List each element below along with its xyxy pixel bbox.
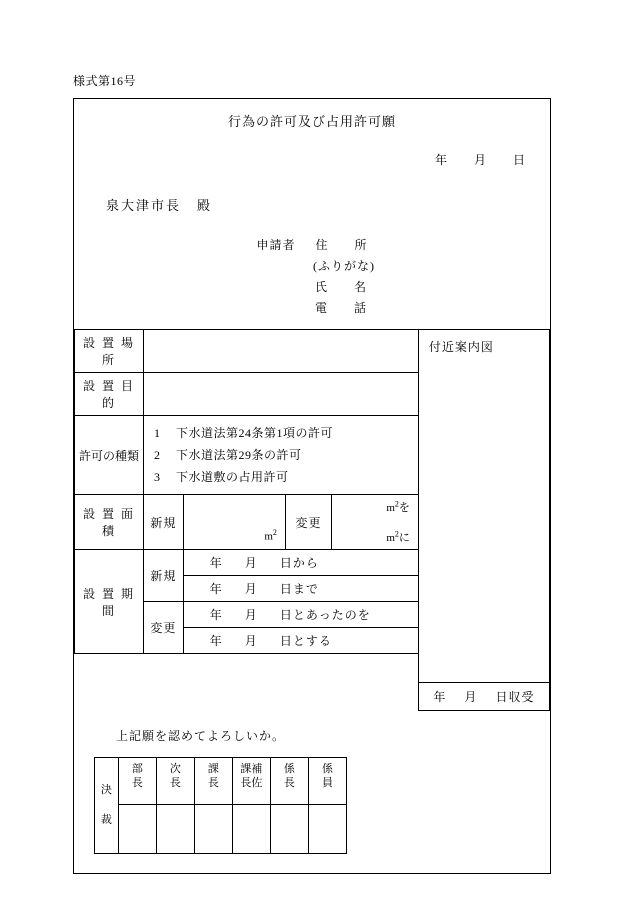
- approval-role-kacho: 課 長: [194, 757, 232, 804]
- period-change-from[interactable]: [183, 602, 418, 628]
- map-label: 付近案内図: [428, 340, 494, 354]
- area-new-label: 新規: [143, 495, 183, 550]
- receipt-date: [418, 682, 549, 710]
- approval-sign-kachohosa[interactable]: [232, 804, 270, 853]
- addressee: [106, 195, 212, 214]
- applicant-furigana-row: [74, 256, 550, 277]
- period-change-label: 変更: [143, 602, 183, 654]
- table-row: [75, 682, 550, 710]
- period-change-from-year: 年: [209, 608, 223, 622]
- approval-header-row: [95, 757, 347, 804]
- applicant-name-row: [74, 277, 550, 298]
- area-change-unit-to: $m^2$に: [386, 529, 410, 544]
- period-new-from-month: 月: [244, 556, 258, 570]
- permission-kind-options[interactable]: [143, 416, 418, 495]
- approval-role-jicho: 次 長: [156, 757, 194, 804]
- approval-role-kakaricho: 係 長: [270, 757, 308, 804]
- permission-option-3-text: 下水道敷の占用許可: [175, 470, 289, 484]
- table-row: [75, 330, 550, 373]
- form-number: 様式第16号: [73, 74, 137, 88]
- form-header: [74, 99, 550, 329]
- permission-option-3-num: 3: [153, 470, 161, 484]
- approval-sign-kakariin[interactable]: [308, 804, 346, 853]
- period-change-to-month: 月: [244, 634, 258, 648]
- approval-role-bucho: 部 長: [118, 757, 156, 804]
- approval-stamp-label-char2: 裁: [100, 813, 112, 826]
- permission-option-2[interactable]: [154, 444, 418, 466]
- period-change-to-day: 日とする: [279, 634, 332, 648]
- header-date-year: 年: [434, 153, 448, 167]
- area-change-value[interactable]: [332, 495, 419, 550]
- approval-signature-row: [95, 804, 347, 853]
- permission-option-1-text: 下水道法第24条第1項の許可: [175, 426, 333, 440]
- period-new-from-day: 日から: [279, 556, 319, 570]
- period-new-to-month: 月: [244, 582, 258, 596]
- receipt-month: 月: [464, 689, 478, 704]
- applicant-label: 申請者: [256, 238, 296, 252]
- header-date-month: 月: [473, 153, 487, 167]
- install-place-label: 設 置 場 所: [75, 330, 144, 373]
- applicant-address-label: 住 所: [315, 238, 368, 252]
- area-new-unit: $m^2$: [264, 528, 277, 543]
- period-new-to-day: 日まで: [279, 582, 319, 596]
- applicant-address-row: [74, 235, 550, 256]
- install-purpose-label: 設 置 目 的: [75, 373, 144, 416]
- period-new-from-year: 年: [209, 556, 223, 570]
- period-new-to[interactable]: [183, 576, 418, 602]
- approval-sign-jicho[interactable]: [156, 804, 194, 853]
- map-cell: [418, 330, 549, 683]
- header-date-line: [435, 151, 526, 168]
- period-change-from-day: 日とあったのを: [279, 608, 371, 622]
- permission-kind-label: 許可の種類: [75, 416, 144, 495]
- install-purpose-value[interactable]: [143, 373, 418, 416]
- period-change-to-year: 年: [209, 634, 223, 648]
- period-new-to-year: 年: [209, 582, 223, 596]
- approval-role-kakariin: 係 員: [308, 757, 346, 804]
- page-title: 行為の許可及び占用許可願: [227, 114, 396, 129]
- permission-option-2-text: 下水道法第29条の許可: [175, 448, 302, 462]
- install-place-value[interactable]: [143, 330, 418, 373]
- form-sheet: [73, 98, 551, 874]
- permission-option-2-num: 2: [153, 448, 161, 462]
- approval-sign-bucho[interactable]: [118, 804, 156, 853]
- approval-sign-kakaricho[interactable]: [270, 804, 308, 853]
- addressee-name: 泉大津市長: [106, 198, 182, 213]
- applicant-block: [74, 235, 550, 319]
- applicant-furigana-label: (ふりがな): [313, 259, 375, 273]
- area-new-value[interactable]: [183, 495, 285, 550]
- applicant-name-label: 氏 名: [314, 280, 367, 294]
- approval-question: 上記願を認めてよろしいか。: [116, 728, 286, 743]
- area-label: 設 置 面 積: [75, 495, 144, 550]
- approval-table: [94, 757, 347, 854]
- approval-spacer: [75, 682, 419, 710]
- main-table: [74, 329, 550, 711]
- applicant-phone-row: [74, 298, 550, 319]
- period-label: 設 置 期 間: [75, 550, 144, 654]
- approval-block: [74, 711, 550, 873]
- permission-option-3[interactable]: [154, 466, 418, 488]
- area-change-unit-from: $m^2$を: [386, 499, 410, 514]
- approval-stamp-label-char1: 決: [100, 783, 112, 796]
- receipt-day: 日収受: [495, 689, 535, 704]
- receipt-year: 年: [433, 689, 447, 704]
- period-change-to[interactable]: [183, 628, 418, 654]
- addressee-honorific: 殿: [197, 198, 213, 213]
- area-change-label: 変更: [285, 495, 331, 550]
- approval-stamp-label: [95, 757, 119, 853]
- approval-sign-kacho[interactable]: [194, 804, 232, 853]
- approval-role-kachohosa: 課補 長佐: [232, 757, 270, 804]
- permission-option-1[interactable]: [154, 422, 418, 444]
- permission-option-1-num: 1: [153, 426, 161, 440]
- period-new-label: 新規: [143, 550, 183, 602]
- period-change-from-month: 月: [244, 608, 258, 622]
- spacer-cell: [75, 654, 419, 683]
- applicant-phone-label: 電 話: [314, 301, 367, 315]
- header-date-day: 日: [512, 153, 526, 167]
- period-new-from[interactable]: [183, 550, 418, 576]
